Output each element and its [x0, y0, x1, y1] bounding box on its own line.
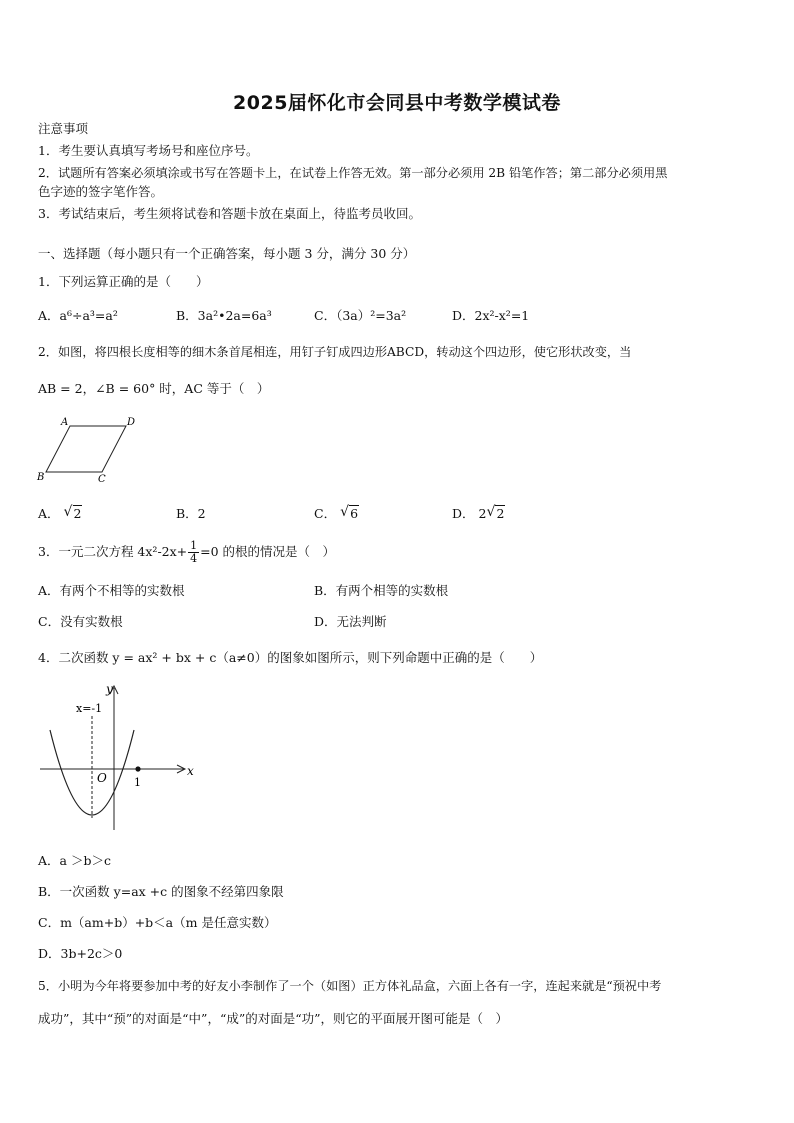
- q4-option-c: C．m（am+b）+b＜a（m 是任意实数）: [38, 915, 277, 930]
- notice-heading: 注意事项: [38, 121, 89, 136]
- q1-option-d: D．2x²-x²=1: [452, 308, 530, 323]
- question-2-stem: 2．如图，将四根长度相等的细木条首尾相连，用钉子钉成四边形ABCD，转动这个四边形，使它形状改变，当: [38, 345, 632, 359]
- q1-option-a: A．a⁶÷a³=a²: [38, 308, 118, 323]
- vertex-label-d: D: [127, 417, 136, 428]
- notice-item: 3．考试结束后，考生须将试卷和答题卡放在桌面上，待监考员收回。: [38, 206, 421, 221]
- point-one-label: 1: [134, 776, 141, 789]
- vertex-label-a: A: [61, 417, 69, 428]
- q4-option-d: D．3b+2c＞0: [38, 946, 123, 961]
- vertex-label-b: B: [37, 472, 45, 483]
- page-title: 2025届怀化市会同县中考数学模试卷: [233, 92, 561, 114]
- parallelogram-figure: [34, 412, 144, 488]
- y-axis-label: y: [106, 682, 113, 696]
- notice-item: 色字迹的签字笔作答。: [38, 184, 164, 199]
- q4-option-b: B．一次函数 y=ax +c 的图象不经第四象限: [38, 884, 284, 899]
- q1-option-b: B．3a²•2a=6a³: [176, 308, 272, 323]
- question-1-stem: 1．下列运算正确的是（ ）: [38, 274, 209, 289]
- symmetry-axis-label: x=-1: [76, 702, 103, 715]
- q1-option-c: C．（3a）²=3a²: [314, 308, 407, 323]
- q3-option-c: C．没有实数根: [38, 614, 123, 629]
- origin-label: O: [97, 771, 107, 785]
- notice-item: 1．考生要认真填写考场号和座位序号。: [38, 143, 259, 158]
- notice-item: 2．试题所有答案必须填涂或书写在答题卡上，在试卷上作答无效。第一部分必须用 2B 铅笔作答；第二部分必须用黑: [38, 166, 668, 180]
- q4-option-a: A．a ＞b＞c: [38, 853, 111, 868]
- parabola-graph: [34, 680, 204, 842]
- question-4-stem: 4．二次函数 y = ax² + bx + c（a≠0）的图象如图所示，则下列命题中正确的是（ ）: [38, 650, 543, 665]
- question-5-stem-cont: 成功”，其中“预”的对面是“中”，“成”的对面是“功”，则它的平面展开图可能是（ ）: [38, 1011, 509, 1026]
- question-5-stem: 5．小明为今年将要参加中考的好友小李制作了一个（如图）正方体礼品盒，六面上各有一字，连起来就是“预祝中考: [38, 979, 662, 993]
- question-3-stem: 3．一元二次方程 4x²-2x+ $\frac{1}{4}$ =0 的根的情况是（ ）: [38, 539, 336, 565]
- q2-option-d: D． 2 √ 2: [452, 504, 505, 521]
- vertex-label-c: C: [98, 474, 106, 485]
- section-heading: 一、选择题（每小题只有一个正确答案，每小题 3 分，满分 30 分）: [38, 246, 416, 261]
- q2-option-a: A． √ 2: [38, 504, 82, 521]
- q2-option-b: B．2: [176, 506, 206, 521]
- q3-option-d: D．无法判断: [314, 614, 387, 629]
- q3-option-a: A．有两个不相等的实数根: [38, 583, 185, 598]
- question-2-stem-cont: AB = 2，∠B = 60° 时，AC 等于（ ）: [38, 381, 270, 396]
- q3-option-b: B．有两个相等的实数根: [314, 583, 449, 598]
- x-axis-label: x: [187, 764, 194, 778]
- q2-option-c: C． √ 6: [314, 504, 359, 521]
- fraction-one-quarter: $\frac{1}{4}$: [190, 539, 198, 565]
